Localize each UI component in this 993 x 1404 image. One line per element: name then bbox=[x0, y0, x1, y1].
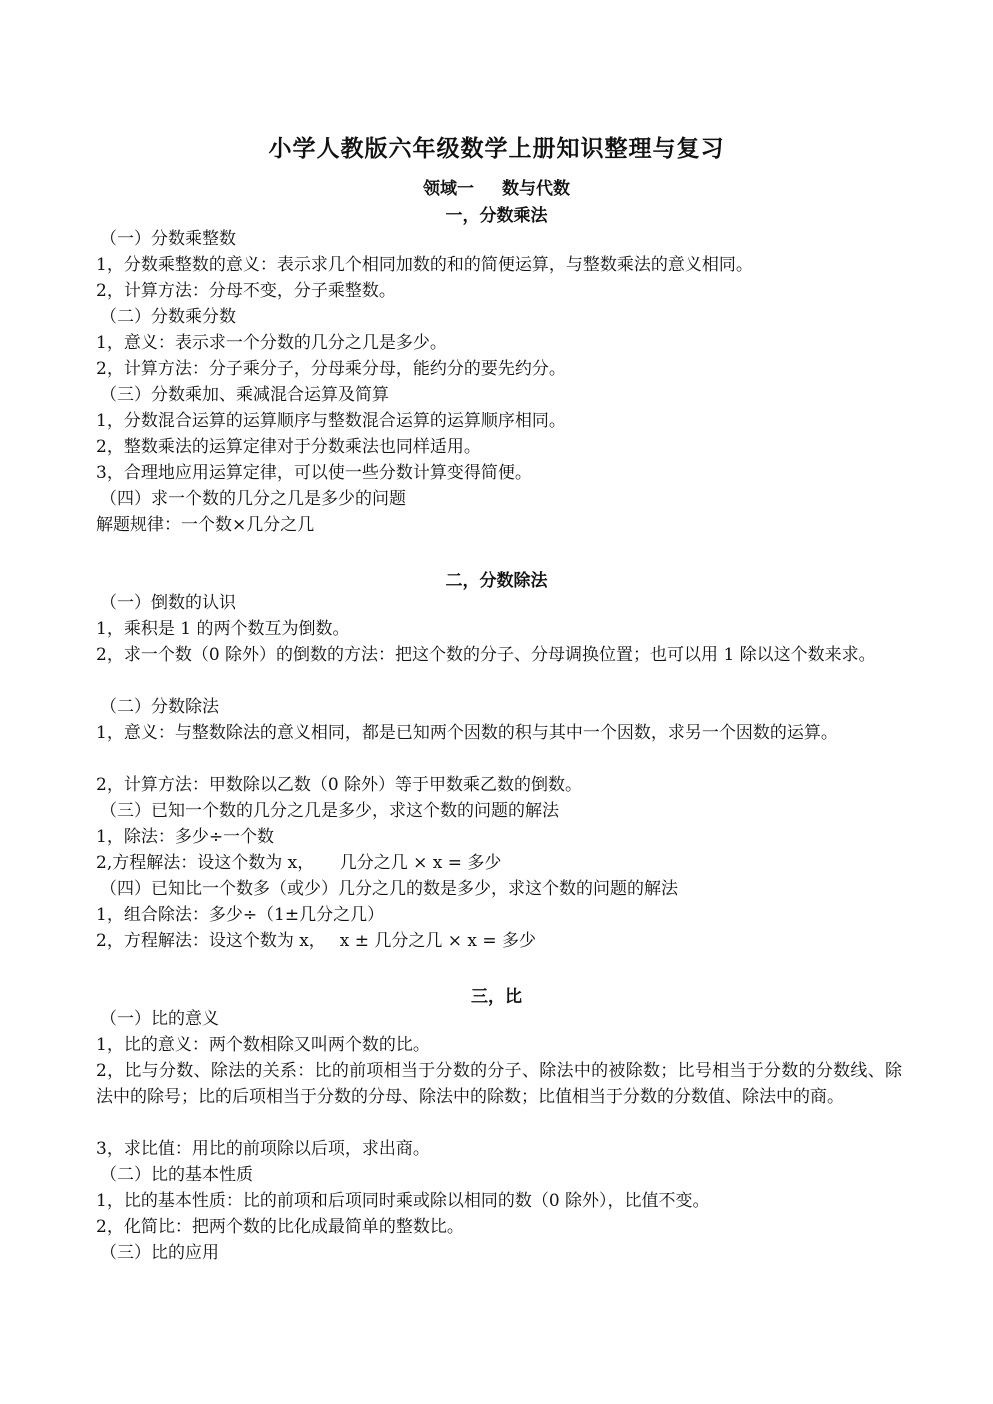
subsection-heading: （三）已知一个数的几分之几是多少，求这个数的问题的解法 bbox=[100, 801, 559, 821]
paragraph-line: 2，比与分数、除法的关系：比的前项相当于分数的分子、除法中的被除数；比号相当于分数的分数线、除法中的除号；比的后项相当于分数的分母、除法中的除数；比值相当于分数的分数值、除法中的商。 bbox=[96, 1061, 902, 1107]
domain-name: 数与代数 bbox=[502, 179, 570, 199]
subsection-heading: （三）分数乘加、乘减混合运算及简算 bbox=[100, 385, 389, 405]
subsection-heading: （三）比的应用 bbox=[100, 1243, 219, 1263]
section-heading-fraction-multiplication: 一，分数乘法 bbox=[445, 206, 548, 226]
paragraph-line: 2，计算方法：分母不变，分子乘整数。 bbox=[96, 281, 396, 301]
subsection-heading: （一）倒数的认识 bbox=[100, 593, 236, 613]
paragraph-line: 2，求一个数（0 除外）的倒数的方法：把这个数的分子、分母调换位置；也可以用 1 除以这个数来求。 bbox=[96, 645, 876, 665]
paragraph-line: 2，计算方法：甲数除以乙数（0 除外）等于甲数乘乙数的倒数。 bbox=[96, 775, 583, 795]
subsection-heading: （一）比的意义 bbox=[100, 1009, 219, 1029]
domain-heading bbox=[0, 174, 993, 199]
subsection-heading: （一）分数乘整数 bbox=[100, 229, 236, 249]
subsection-heading: （二）比的基本性质 bbox=[100, 1165, 253, 1185]
paragraph-line: 3，求比值：用比的前项除以后项，求出商。 bbox=[96, 1139, 430, 1159]
paragraph-line: 2，化简比：把两个数的比化成最简单的整数比。 bbox=[96, 1217, 464, 1237]
subsection-heading: （二）分数除法 bbox=[100, 697, 219, 717]
paragraph-line: 2，计算方法：分子乘分子，分母乘分母，能约分的要先约分。 bbox=[96, 359, 566, 379]
paragraph-line: 1，除法：多少÷一个数 bbox=[96, 827, 275, 847]
paragraph-line: 解题规律：一个数×几分之几 bbox=[96, 515, 315, 535]
subsection-heading: （四）求一个数的几分之几是多少的问题 bbox=[100, 489, 406, 509]
paragraph-line: 1，比的意义：两个数相除又叫两个数的比。 bbox=[96, 1035, 430, 1055]
paragraph-line: 1，比的基本性质：比的前项和后项同时乘或除以相同的数（0 除外），比值不变。 bbox=[96, 1191, 710, 1211]
paragraph-line: 1，分数乘整数的意义：表示求几个相同加数的和的简便运算，与整数乘法的意义相同。 bbox=[96, 255, 753, 275]
subsection-heading: （四）已知比一个数多（或少）几分之几的数是多少，求这个数的问题的解法 bbox=[100, 879, 678, 899]
domain-label: 领域一 bbox=[423, 179, 474, 199]
paragraph-line: 1，乘积是 1 的两个数互为倒数。 bbox=[96, 619, 350, 639]
subsection-heading: （二）分数乘分数 bbox=[100, 307, 236, 327]
document-title: 小学人教版六年级数学上册知识整理与复习 bbox=[268, 135, 725, 162]
section-heading-fraction-division: 二，分数除法 bbox=[445, 571, 548, 591]
paragraph-line: 3，合理地应用运算定律，可以使一些分数计算变得简便。 bbox=[96, 463, 532, 483]
paragraph-line: 2，方程解法：设这个数为 x， x ± 几分之几 × x = 多少 bbox=[96, 931, 537, 951]
paragraph-line: 1，意义：表示求一个分数的几分之几是多少。 bbox=[96, 333, 447, 353]
section-heading-ratio: 三，比 bbox=[471, 987, 522, 1007]
paragraph-line: 1，组合除法：多少÷（1±几分之几） bbox=[96, 905, 385, 925]
paragraph-line: 1，分数混合运算的运算顺序与整数混合运算的运算顺序相同。 bbox=[96, 411, 566, 431]
paragraph-line: 2,方程解法：设这个数为 x， 几分之几 × x = 多少 bbox=[96, 853, 502, 873]
paragraph-line: 2，整数乘法的运算定律对于分数乘法也同样适用。 bbox=[96, 437, 481, 457]
paragraph-line: 1，意义：与整数除法的意义相同，都是已知两个因数的积与其中一个因数，求另一个因数的运算。 bbox=[96, 723, 838, 743]
